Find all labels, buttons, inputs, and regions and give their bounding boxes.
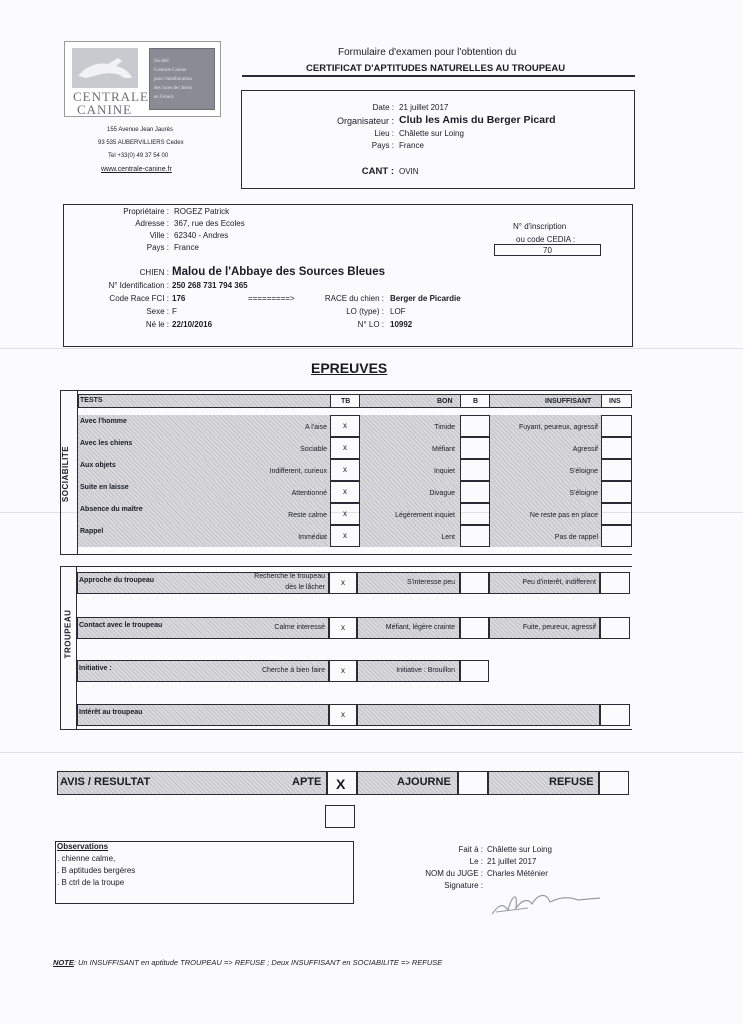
test-name: Approche du troupeau xyxy=(79,577,155,584)
organizer-name: Club les Amis du Berger Picard xyxy=(399,114,556,126)
owner-city-label: Ville : xyxy=(149,231,169,240)
tb-checkbox[interactable] xyxy=(330,503,360,525)
ins-checkbox[interactable] xyxy=(601,525,632,547)
tb-checkbox[interactable] xyxy=(330,481,360,503)
refuse-label: REFUSE xyxy=(549,776,594,788)
tb-check-mark: x xyxy=(343,509,347,518)
test-name: Intérêt au troupeau xyxy=(79,709,143,716)
test-name: Initiative : xyxy=(79,665,112,672)
test-name: Aux objets xyxy=(80,462,116,469)
row-hatch xyxy=(78,525,330,547)
owner-address-label: Adresse : xyxy=(135,219,169,228)
title-underline xyxy=(242,75,635,77)
signature-label: Signature : xyxy=(444,881,483,890)
note-label: NOTE xyxy=(53,958,74,967)
bon-description: Timide xyxy=(434,424,455,431)
apte-check-mark: X xyxy=(336,776,346,792)
tb-check-mark: x xyxy=(343,465,347,474)
lo-type-label: LO (type) : xyxy=(346,307,384,316)
herd-side-label xyxy=(60,566,77,730)
ins-checkbox[interactable] xyxy=(601,415,632,437)
bon-description: Divague xyxy=(429,490,455,497)
inscription-value: 70 xyxy=(543,246,552,255)
tb-description: Attentionné xyxy=(291,490,327,497)
sociability-side-text: SOCIABILITE xyxy=(61,445,71,503)
logo-badge-line: Centrale Canine xyxy=(154,68,187,73)
header-insuffisant: INSUFFISANT xyxy=(545,398,592,405)
ins-description: Fuyant, peureux, agressif xyxy=(519,424,598,431)
lo-number-label: N° LO : xyxy=(357,320,384,329)
header-tb: TB xyxy=(341,398,351,405)
refuse-option[interactable] xyxy=(488,771,599,795)
ins-description: Ne reste pas en place xyxy=(529,512,598,519)
address-street: 155 Avenue Jean Jaurès xyxy=(107,127,173,133)
website-link[interactable]: www.centrale-canine.fr xyxy=(101,166,172,173)
ins-description: S'éloigne xyxy=(569,490,598,497)
address-phone: Tel +33(0) 49 37 54 00 xyxy=(108,153,169,159)
tb-check-mark: x xyxy=(343,421,347,430)
tb-description: Indifferent, curieux xyxy=(269,468,327,475)
dog-name: Malou de l'Abbaye des Sources Bleues xyxy=(172,266,385,278)
test-name: Contact avec le troupeau xyxy=(79,622,163,629)
bon-description: Initiative : Brouillon xyxy=(396,667,455,674)
footer-note xyxy=(53,959,442,967)
address-city: 93 535 AUBERVILLIERS Cedex xyxy=(98,140,184,146)
dog-id-label: N° Identification : xyxy=(108,281,169,290)
dog-name-label: CHIEN : xyxy=(139,268,169,277)
tb-description: Reste calme xyxy=(288,512,327,519)
test-name: Avec les chiens xyxy=(80,440,133,447)
centrale-canine-logo xyxy=(64,41,221,117)
logo-badge-line: pour l'amélioration xyxy=(154,77,192,82)
birth-label: Né le : xyxy=(145,320,169,329)
ins-checkbox[interactable] xyxy=(601,459,632,481)
tb-description: Immédiat xyxy=(298,534,327,541)
tb-description: Recherche le troupeau xyxy=(254,573,325,580)
header-bon: BON xyxy=(437,398,453,405)
refuse-checkbox[interactable] xyxy=(599,771,629,795)
test-name: Avec l'homme xyxy=(80,418,127,425)
owner-label: Propriétaire : xyxy=(123,207,169,216)
extra-checkbox[interactable] xyxy=(325,805,355,828)
ins-description: Agressif xyxy=(572,446,598,453)
bon-description: Inquiet xyxy=(433,468,455,475)
bon-description: S'interesse peu xyxy=(406,579,455,586)
cant-label: CANT : xyxy=(361,166,394,177)
form-title-line1: Formulaire d'examen pour l'obtention du xyxy=(338,47,517,58)
dog-race: Berger de Picardie xyxy=(390,294,461,303)
row-hatch xyxy=(357,704,600,726)
result-label: AVIS / RESULTAT xyxy=(60,776,151,788)
bon-checkbox[interactable] xyxy=(460,525,490,547)
owner-dog-box xyxy=(63,204,633,347)
lo-number: 10992 xyxy=(390,320,413,329)
bon-checkbox[interactable] xyxy=(460,481,490,503)
event-info-box xyxy=(241,90,635,189)
header-b: B xyxy=(473,398,479,405)
herd-side-text: TROUPEAU xyxy=(63,609,73,659)
owner-country: France xyxy=(174,243,199,252)
observation-line: . chienne calme, xyxy=(57,854,116,863)
sociability-side-label xyxy=(60,390,78,555)
test-name: Rappel xyxy=(80,528,104,535)
header-ins: INS xyxy=(609,398,621,405)
tb-description: Sociable xyxy=(300,446,327,453)
owner-name: ROGEZ Patrick xyxy=(174,207,230,216)
header-b-cell xyxy=(460,394,490,408)
judge-name: Charles Méténier xyxy=(487,869,548,878)
bon-description: Méfiant, légère crainte xyxy=(385,624,455,631)
event-country: France xyxy=(399,141,424,150)
test-name: Suite en laisse xyxy=(80,484,129,491)
tb-check-mark: x xyxy=(341,666,345,675)
judge-label: NOM du JUGE : xyxy=(425,869,483,878)
bon-checkbox[interactable] xyxy=(460,660,489,682)
inscription-label-2: ou code CEDIA : xyxy=(516,235,576,244)
observation-line: . B aptitudes bergères xyxy=(57,866,136,875)
observations-title: Observations xyxy=(57,842,109,851)
observation-line: . B ctrl de la troupe xyxy=(57,878,125,887)
organizer-label: Organisateur : xyxy=(336,116,394,126)
tb-check-mark: x xyxy=(341,623,345,632)
ajourne-option[interactable] xyxy=(357,771,458,795)
tb-checkbox[interactable] xyxy=(330,459,360,481)
on-label: Le : xyxy=(469,857,483,866)
ins-description: Pas de rappel xyxy=(554,534,598,541)
breed-code-label: Code Race FCI : xyxy=(109,294,169,303)
tb-checkbox[interactable] xyxy=(329,617,357,639)
race-label: RACE du chien : xyxy=(324,294,384,303)
dog-id: 250 268 731 794 365 xyxy=(172,281,248,290)
country-label: Pays : xyxy=(371,141,394,150)
bon-checkbox[interactable] xyxy=(460,459,490,481)
tb-checkbox[interactable] xyxy=(329,572,357,594)
ins-checkbox[interactable] xyxy=(600,704,630,726)
bon-description: Lent xyxy=(441,534,455,541)
bon-description: Légèrement inquiet xyxy=(395,512,455,519)
test-name: Absence du maître xyxy=(80,506,143,513)
birth-date: 22/10/2016 xyxy=(172,320,213,329)
ins-checkbox[interactable] xyxy=(601,437,632,459)
ins-checkbox[interactable] xyxy=(601,503,632,525)
logo-name-line2: CANINE xyxy=(77,102,133,117)
event-date: 21 juillet 2017 xyxy=(399,103,449,112)
apte-checkbox[interactable] xyxy=(327,771,357,795)
bon-checkbox[interactable] xyxy=(460,415,490,437)
breed-code: 176 xyxy=(172,294,186,303)
ajourne-label: AJOURNE xyxy=(397,776,451,788)
observations-box[interactable] xyxy=(55,841,354,904)
dog-sex: F xyxy=(172,307,177,316)
form-title-line2: CERTIFICAT D'APTITUDES NATURELLES AU TROUPEAU xyxy=(306,63,566,74)
sex-label: Sexe : xyxy=(146,307,169,316)
bon-description: Méfiant xyxy=(432,446,455,453)
ins-description: Fuite, peureux, agressif xyxy=(522,624,596,631)
logo-badge-line: Société xyxy=(154,59,169,64)
made-at: Châlette sur Loing xyxy=(487,845,552,854)
bon-checkbox[interactable] xyxy=(460,503,490,525)
bon-checkbox[interactable] xyxy=(460,437,490,459)
header-tests: TESTS xyxy=(80,397,103,404)
tb-check-mark: x xyxy=(343,531,347,540)
ins-checkbox[interactable] xyxy=(600,617,630,639)
ins-description: S'éloigne xyxy=(569,468,598,475)
logo-name-line1: CENTRALE xyxy=(73,89,149,104)
tb-description: Calme interessé xyxy=(274,624,325,631)
ins-checkbox[interactable] xyxy=(600,572,630,594)
inscription-label-1: N° d'inscription xyxy=(513,222,567,231)
tb-description: Cherche à bien faire xyxy=(261,667,325,674)
apte-label: APTE xyxy=(292,776,322,788)
tb-description: A l'aise xyxy=(305,424,327,431)
tb-checkbox[interactable] xyxy=(330,415,360,437)
header-ins-cell xyxy=(601,394,632,408)
logo-badge-line: des races de chiens xyxy=(154,86,193,91)
tb-check-mark: x xyxy=(341,710,345,719)
tb-checkbox[interactable] xyxy=(330,437,360,459)
owner-country-label: Pays : xyxy=(146,243,169,252)
logo-badge xyxy=(149,48,215,110)
logo-badge-line: en France xyxy=(154,95,174,100)
tb-check-mark: x xyxy=(343,487,347,496)
judge-signature xyxy=(488,884,608,920)
tb-check-mark: x xyxy=(343,443,347,452)
bon-checkbox[interactable] xyxy=(460,617,489,639)
inscription-field xyxy=(494,244,601,256)
tb-checkbox[interactable] xyxy=(330,525,360,547)
owner-city: 62340 - Andres xyxy=(174,231,229,240)
cant-value: OVIN xyxy=(399,167,419,176)
ins-checkbox[interactable] xyxy=(601,481,632,503)
race-arrow: =========> xyxy=(248,294,295,303)
on-date: 21 juillet 2017 xyxy=(487,857,537,866)
tb-check-mark: x xyxy=(341,578,345,587)
lo-type: LOF xyxy=(390,307,406,316)
tb-description: dès le lâcher xyxy=(285,584,325,591)
header-tb-cell xyxy=(330,394,360,408)
made-at-label: Fait à : xyxy=(458,845,483,854)
ins-description: Peu d'interêt, indifferent xyxy=(522,579,596,586)
owner-address: 367, rue des Ecoles xyxy=(174,219,245,228)
dog-silhouette-icon xyxy=(72,48,138,88)
result-row xyxy=(57,771,327,795)
tb-checkbox[interactable] xyxy=(329,704,357,726)
bon-checkbox[interactable] xyxy=(460,572,489,594)
tb-checkbox[interactable] xyxy=(329,660,357,682)
note-text: : Un INSUFFISANT en aptitude TROUPEAU => REFUSE ; Deux INSUFFISANT en SOCIABILITE => REFUSE xyxy=(73,958,443,967)
place-label: Lieu : xyxy=(374,129,394,138)
ajourne-checkbox[interactable] xyxy=(458,771,488,795)
section-title-epreuves: EPREUVES xyxy=(311,360,388,376)
event-place: Châlette sur Loing xyxy=(399,129,464,138)
event-date-label: Date : xyxy=(372,103,394,112)
